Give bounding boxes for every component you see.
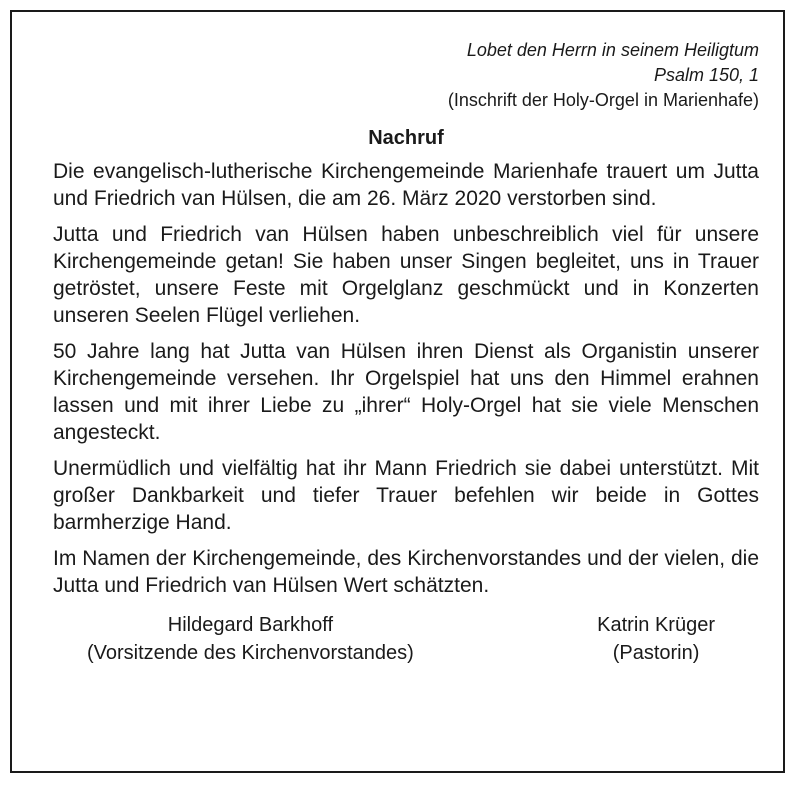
paragraph-announcement: Die evangelisch-lutherische Kirchengemeinde Marienhafe trauert um Jutta und Friedrich van Hülsen, die am 26. März 2020 verstorben sind. (53, 160, 759, 210)
paragraph-tribute: Jutta und Friedrich van Hülsen haben unbeschreiblich viel für unsere Kirchengemeinde getan! Sie haben unser Singen begleitet, uns in Trauer getröstet, unsere Feste mit Orgelglanz geschmückt und in Konzerten unseren Seelen Flügel verliehen. (53, 223, 759, 327)
motto-reference: Psalm 150, 1 (653, 65, 759, 85)
signature-name: Katrin Krüger (597, 614, 715, 636)
obituary-content (53, 38, 759, 667)
motto-verse: Lobet den Herrn in seinem Heiligtum (466, 40, 759, 60)
signature-pastor (597, 611, 715, 667)
obituary-title: Nachruf (368, 127, 444, 149)
signature-role: (Vorsitzende des Kirchenvorstandes) (87, 642, 414, 664)
paragraph-husband: Unermüdlich und vielfältig hat ihr Mann Friedrich sie dabei unterstützt. Mit großer Dankbarkeit und tiefer Trauer befehlen wir beide in Gottes barmherzige Hand. (53, 457, 759, 534)
paragraph-closing: Im Namen der Kirchengemeinde, des Kirchenvorstandes und der vielen, die Jutta und Friedrich van Hülsen Wert schätzten. (53, 547, 759, 597)
obituary-frame (10, 10, 785, 773)
signature-block (53, 611, 759, 667)
signature-chair (87, 611, 414, 667)
motto-source: (Inschrift der Holy-Orgel in Marienhafe) (447, 90, 759, 110)
motto-block (53, 38, 759, 113)
paragraph-organist: 50 Jahre lang hat Jutta van Hülsen ihren Dienst als Organistin unserer Kirchengemeinde versehen. Ihr Orgelspiel hat uns den Himmel erahnen lassen und mit ihrer Liebe zu „ihrer“ Holy-Orgel hat sie viele Menschen angesteckt. (53, 340, 759, 444)
signature-name: Hildegard Barkhoff (167, 614, 334, 636)
signature-role: (Pastorin) (612, 642, 700, 664)
